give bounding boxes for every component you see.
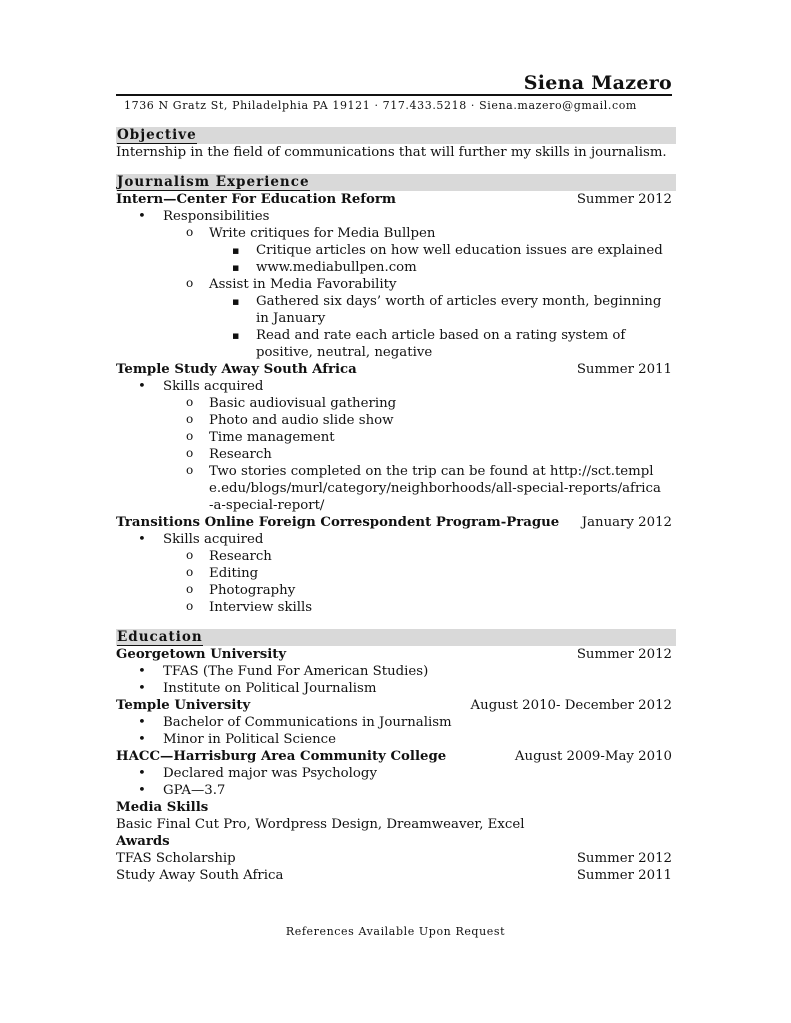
job-date: Summer 2011	[576, 362, 672, 377]
job-title: Transitions Online Foreign Correspondent Program-Prague	[116, 515, 560, 530]
school-name: HACC—Harrisburg Area Community College	[116, 749, 447, 764]
award-row	[116, 850, 676, 867]
job-title: Temple Study Away South Africa	[116, 362, 357, 377]
list-item: o Time management	[116, 429, 676, 446]
candidate-name: Siena Mazero	[523, 72, 672, 94]
name-row	[116, 70, 672, 96]
resume-page	[116, 70, 676, 884]
award-row	[116, 867, 676, 884]
list-item: o Basic audiovisual gathering	[116, 395, 676, 412]
list-item: o Assist in Media Favorability	[116, 276, 676, 293]
list-item: o Interview skills	[116, 599, 676, 616]
school-name: Georgetown University	[116, 647, 287, 662]
school-date: August 2009-May 2010	[514, 749, 672, 764]
list-item: o Write critiques for Media Bullpen	[116, 225, 676, 242]
award-name: Study Away South Africa	[116, 868, 284, 883]
list-item: ▪ Critique articles on how well education issues are explained	[116, 242, 676, 259]
list-item: • Bachelor of Communications in Journalism	[116, 714, 676, 731]
list-item: o Research	[116, 548, 676, 565]
contact-line: 1736 N Gratz St, Philadelphia PA 19121 · 717.433.5218 · Siena.mazero@gmail.com	[124, 99, 637, 112]
list-item: ▪ www.mediabullpen.com	[116, 259, 676, 276]
job-date: January 2012	[581, 515, 672, 530]
list-item: o Photography	[116, 582, 676, 599]
objective-heading: Objective	[116, 127, 676, 144]
list-item: • Minor in Political Science	[116, 731, 676, 748]
list-item: • Institute on Political Journalism	[116, 680, 676, 697]
award-name: TFAS Scholarship	[116, 851, 236, 866]
award-date: Summer 2012	[576, 851, 672, 866]
job-bullets	[116, 531, 676, 616]
media-skills-label: Media Skills	[116, 800, 209, 815]
award-date: Summer 2011	[576, 868, 672, 883]
list-item: o Research	[116, 446, 676, 463]
job-entry	[116, 514, 676, 531]
awards-label: Awards	[116, 834, 170, 849]
school-date: August 2010- December 2012	[470, 698, 672, 713]
experience-heading: Journalism Experience	[116, 174, 676, 191]
objective-text: Internship in the field of communications that will further my skills in journalism.	[116, 145, 667, 160]
job-entry	[116, 361, 676, 378]
job-bullets	[116, 378, 676, 514]
job-title: Intern—Center For Education Reform	[116, 192, 396, 207]
job-bullets	[116, 208, 676, 361]
school-date: Summer 2012	[576, 647, 672, 662]
list-item: • Responsibilities	[116, 208, 676, 225]
school-entry	[116, 646, 676, 663]
list-item: • Skills acquired	[116, 378, 676, 395]
list-item: • TFAS (The Fund For American Studies)	[116, 663, 676, 680]
job-date: Summer 2012	[576, 192, 672, 207]
list-item: • GPA—3.7	[116, 782, 676, 799]
list-item: o Two stories completed on the trip can be found at http://sct.temple.edu/blogs/murl/category/neighborhoods/all-special-reports/africa-a-special-report/	[116, 463, 676, 514]
media-skills-text: Basic Final Cut Pro, Wordpress Design, Dreamweaver, Excel	[116, 817, 525, 832]
school-entry	[116, 697, 676, 714]
job-entry	[116, 191, 676, 208]
list-item: • Declared major was Psychology	[116, 765, 676, 782]
education-heading: Education	[116, 629, 676, 646]
references-footer: References Available Upon Request	[285, 925, 506, 938]
list-item: • Skills acquired	[116, 531, 676, 548]
list-item: o Photo and audio slide show	[116, 412, 676, 429]
school-entry	[116, 748, 676, 765]
school-name: Temple University	[116, 698, 251, 713]
list-item: ▪ Read and rate each article based on a rating system of positive, neutral, negative	[116, 327, 676, 361]
list-item: ▪ Gathered six days’ worth of articles every month, beginning in January	[116, 293, 676, 327]
list-item: o Editing	[116, 565, 676, 582]
